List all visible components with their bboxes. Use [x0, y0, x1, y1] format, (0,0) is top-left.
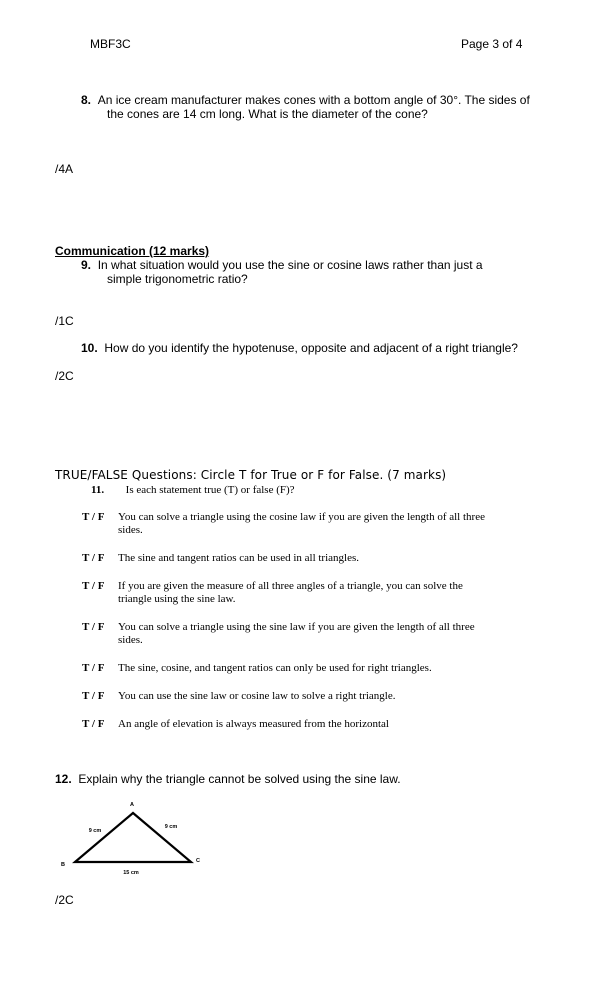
question-11-text: Is each statement true (T) or false (F)? — [125, 484, 295, 496]
question-12-marks: /2C — [55, 893, 74, 907]
question-12 — [55, 772, 401, 786]
vertex-a-label: A — [130, 802, 134, 808]
question-9-number: 9. — [81, 258, 92, 272]
question-10-number: 10. — [81, 341, 98, 355]
question-10-text: How do you identify the hypotenuse, opposite and adjacent of a right triangle? — [104, 341, 518, 355]
vertex-b-label: B — [61, 862, 65, 868]
question-8-line1: An ice cream manufacturer makes cones with a bottom angle of 30°. The sides of — [97, 93, 530, 107]
tf-statement-text-2: The sine and tangent ratios can be used in all triangles. — [118, 552, 360, 564]
tf-statement-3 — [82, 580, 498, 606]
tf-choice-6[interactable]: T / F — [82, 690, 105, 702]
tf-choice-4[interactable]: T / F — [82, 621, 105, 633]
triangle-shape — [75, 813, 191, 862]
question-10 — [81, 341, 518, 355]
page-number: Page 3 of 4 — [461, 37, 523, 51]
question-9-marks: /1C — [55, 314, 74, 328]
question-9-line2: simple trigonometric ratio? — [107, 272, 248, 286]
tf-choice-1[interactable]: T / F — [82, 511, 105, 523]
side-ab-label: 9 cm — [88, 828, 102, 834]
tf-statement-text-4: You can solve a triangle using the sine law if you are given the length of all three sides. — [118, 621, 475, 646]
tf-statement-text-7: An angle of elevation is always measured from the horizontal — [118, 718, 389, 730]
tf-statement-text-5: The sine, cosine, and tangent ratios can only be used for right triangles. — [118, 662, 432, 674]
question-8-number: 8. — [81, 93, 92, 107]
question-9-line1: In what situation would you use the sine or cosine laws rather than just a — [97, 258, 483, 272]
question-10-marks: /2C — [55, 369, 74, 383]
question-11 — [91, 484, 295, 496]
question-8-line2: the cones are 14 cm long. What is the diameter of the cone? — [107, 107, 428, 121]
question-8 — [81, 93, 530, 107]
communication-heading: Communication (12 marks) — [55, 244, 210, 258]
tf-choice-2[interactable]: T / F — [82, 552, 105, 564]
side-bc-label: 15 cm — [123, 870, 139, 876]
question-11-number: 11. — [91, 484, 105, 496]
question-12-text: Explain why the triangle cannot be solved using the sine law. — [78, 772, 401, 786]
truefalse-heading: TRUE/FALSE Questions: Circle T for True or F for False. (7 marks) — [55, 468, 447, 482]
tf-choice-5[interactable]: T / F — [82, 662, 105, 674]
tf-statement-text-1: You can solve a triangle using the cosine law if you are given the length of all three sides. — [118, 511, 485, 536]
tf-statement-1 — [82, 511, 498, 537]
tf-statement-2 — [82, 552, 498, 565]
vertex-c-label: C — [196, 858, 200, 864]
side-ac-label: 9 cm — [164, 824, 178, 830]
tf-statement-6 — [82, 690, 498, 703]
tf-statement-4 — [82, 621, 498, 647]
question-8-marks: /4A — [55, 162, 74, 176]
tf-statement-text-6: You can use the sine law or cosine law to solve a right triangle. — [118, 690, 396, 702]
tf-statement-5 — [82, 662, 498, 675]
triangle-diagram — [55, 795, 215, 880]
question-12-number: 12. — [55, 772, 72, 786]
course-code: MBF3C — [90, 37, 131, 51]
tf-choice-7[interactable]: T / F — [82, 718, 105, 730]
tf-statement-text-3: If you are given the measure of all three angles of a triangle, you can solve the triangle using the sine law. — [118, 580, 463, 605]
tf-choice-3[interactable]: T / F — [82, 580, 105, 592]
tf-statement-7 — [82, 718, 498, 731]
question-9 — [81, 258, 483, 272]
